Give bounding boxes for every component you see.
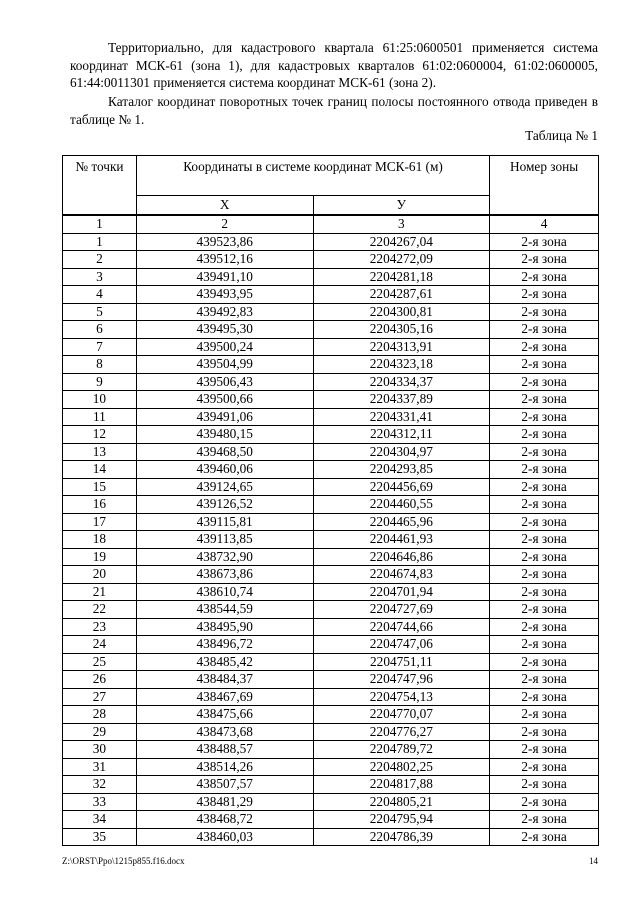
table-row <box>63 636 599 654</box>
zone-cell: 2-я зона <box>490 566 599 584</box>
point-no-cell: 27 <box>63 688 137 706</box>
y-cell: 2204789,72 <box>313 741 490 759</box>
y-cell: 2204747,96 <box>313 671 490 689</box>
point-no-cell: 25 <box>63 653 137 671</box>
table-row <box>63 653 599 671</box>
zone-cell: 2-я зона <box>490 531 599 549</box>
point-no-cell: 18 <box>63 531 137 549</box>
x-cell: 438467,69 <box>136 688 313 706</box>
header-coordinates: Координаты в системе координат МСК-61 (м) <box>136 156 489 196</box>
header-point-no: № точки <box>63 156 137 216</box>
point-no-cell: 12 <box>63 426 137 444</box>
table-row <box>63 671 599 689</box>
table-row <box>63 793 599 811</box>
x-cell: 439504,99 <box>136 356 313 374</box>
y-cell: 2204751,11 <box>313 653 490 671</box>
zone-cell: 2-я зона <box>490 653 599 671</box>
table-row <box>63 251 599 269</box>
table-row <box>63 566 599 584</box>
x-cell: 438514,26 <box>136 758 313 776</box>
y-cell: 2204805,21 <box>313 793 490 811</box>
table-row <box>63 723 599 741</box>
y-cell: 2204817,88 <box>313 776 490 794</box>
table-row <box>63 776 599 794</box>
x-cell: 438485,42 <box>136 653 313 671</box>
point-no-cell: 8 <box>63 356 137 374</box>
table-row <box>63 268 599 286</box>
zone-cell: 2-я зона <box>490 373 599 391</box>
point-no-cell: 3 <box>63 268 137 286</box>
y-cell: 2204460,55 <box>313 496 490 514</box>
column-number-row <box>63 215 599 233</box>
x-cell: 438481,29 <box>136 793 313 811</box>
zone-cell: 2-я зона <box>490 671 599 689</box>
coordinates-table <box>62 155 599 846</box>
zone-cell: 2-я зона <box>490 793 599 811</box>
point-no-cell: 33 <box>63 793 137 811</box>
point-no-cell: 28 <box>63 706 137 724</box>
zone-cell: 2-я зона <box>490 828 599 846</box>
x-cell: 439115,81 <box>136 513 313 531</box>
paragraph-coordinate-systems: Территориально, для кадастрового квартала 61:25:0600501 применяется система координат МСК-61 (зона 1), для кадастровых кварталов 61:02:0600004, 61:02:0600005, 61:44:0011301 применяется система координат МСК-61 (зона 2). <box>70 40 598 90</box>
x-cell: 439113,85 <box>136 531 313 549</box>
point-no-cell: 14 <box>63 461 137 479</box>
x-cell: 438495,90 <box>136 618 313 636</box>
y-cell: 2204461,93 <box>313 531 490 549</box>
point-no-cell: 29 <box>63 723 137 741</box>
y-cell: 2204334,37 <box>313 373 490 391</box>
x-cell: 439500,66 <box>136 391 313 409</box>
column-number-cell: 3 <box>313 215 490 233</box>
y-cell: 2204674,83 <box>313 566 490 584</box>
table-row <box>63 461 599 479</box>
zone-cell: 2-я зона <box>490 233 599 251</box>
table-row <box>63 706 599 724</box>
zone-cell: 2-я зона <box>490 303 599 321</box>
zone-cell: 2-я зона <box>490 513 599 531</box>
point-no-cell: 17 <box>63 513 137 531</box>
x-cell: 439468,50 <box>136 443 313 461</box>
point-no-cell: 24 <box>63 636 137 654</box>
zone-cell: 2-я зона <box>490 338 599 356</box>
y-cell: 2204323,18 <box>313 356 490 374</box>
x-cell: 439124,65 <box>136 478 313 496</box>
y-cell: 2204456,69 <box>313 478 490 496</box>
table-row <box>63 828 599 846</box>
y-cell: 2204305,16 <box>313 321 490 339</box>
y-cell: 2204701,94 <box>313 583 490 601</box>
table-row <box>63 391 599 409</box>
zone-cell: 2-я зона <box>490 636 599 654</box>
table-row <box>63 338 599 356</box>
point-no-cell: 5 <box>63 303 137 321</box>
point-no-cell: 7 <box>63 338 137 356</box>
y-cell: 2204747,06 <box>313 636 490 654</box>
y-cell: 2204770,07 <box>313 706 490 724</box>
x-cell: 438468,72 <box>136 811 313 829</box>
x-cell: 438475,66 <box>136 706 313 724</box>
table-row <box>63 618 599 636</box>
point-no-cell: 10 <box>63 391 137 409</box>
zone-cell: 2-я зона <box>490 811 599 829</box>
y-cell: 2204331,41 <box>313 408 490 426</box>
y-cell: 2204312,11 <box>313 426 490 444</box>
table-row <box>63 688 599 706</box>
zone-cell: 2-я зона <box>490 688 599 706</box>
y-cell: 2204776,27 <box>313 723 490 741</box>
y-cell: 2204744,66 <box>313 618 490 636</box>
zone-cell: 2-я зона <box>490 268 599 286</box>
table-row <box>63 741 599 759</box>
table-row <box>63 548 599 566</box>
x-cell: 439460,06 <box>136 461 313 479</box>
table-row <box>63 811 599 829</box>
table-row <box>63 513 599 531</box>
point-no-cell: 22 <box>63 601 137 619</box>
y-cell: 2204281,18 <box>313 268 490 286</box>
table-row <box>63 356 599 374</box>
point-no-cell: 11 <box>63 408 137 426</box>
zone-cell: 2-я зона <box>490 741 599 759</box>
point-no-cell: 26 <box>63 671 137 689</box>
x-cell: 438488,57 <box>136 741 313 759</box>
zone-cell: 2-я зона <box>490 426 599 444</box>
x-cell: 439495,30 <box>136 321 313 339</box>
header-y: У <box>313 196 490 216</box>
y-cell: 2204727,69 <box>313 601 490 619</box>
y-cell: 2204304,97 <box>313 443 490 461</box>
zone-cell: 2-я зона <box>490 496 599 514</box>
table-row <box>63 408 599 426</box>
x-cell: 438732,90 <box>136 548 313 566</box>
point-no-cell: 13 <box>63 443 137 461</box>
x-cell: 438460,03 <box>136 828 313 846</box>
x-cell: 439126,52 <box>136 496 313 514</box>
table-row <box>63 758 599 776</box>
zone-cell: 2-я зона <box>490 356 599 374</box>
zone-cell: 2-я зона <box>490 723 599 741</box>
x-cell: 438507,57 <box>136 776 313 794</box>
zone-cell: 2-я зона <box>490 601 599 619</box>
x-cell: 438484,37 <box>136 671 313 689</box>
y-cell: 2204267,04 <box>313 233 490 251</box>
table-row <box>63 373 599 391</box>
table-row <box>63 233 599 251</box>
zone-cell: 2-я зона <box>490 461 599 479</box>
zone-cell: 2-я зона <box>490 251 599 269</box>
point-no-cell: 35 <box>63 828 137 846</box>
zone-cell: 2-я зона <box>490 618 599 636</box>
point-no-cell: 30 <box>63 741 137 759</box>
zone-cell: 2-я зона <box>490 286 599 304</box>
table-caption: Таблица № 1 <box>525 128 598 143</box>
x-cell: 439493,95 <box>136 286 313 304</box>
x-cell: 438544,59 <box>136 601 313 619</box>
point-no-cell: 16 <box>63 496 137 514</box>
point-no-cell: 31 <box>63 758 137 776</box>
x-cell: 438610,74 <box>136 583 313 601</box>
y-cell: 2204300,81 <box>313 303 490 321</box>
y-cell: 2204337,89 <box>313 391 490 409</box>
zone-cell: 2-я зона <box>490 776 599 794</box>
x-cell: 439491,10 <box>136 268 313 286</box>
zone-cell: 2-я зона <box>490 758 599 776</box>
column-number-cell: 2 <box>136 215 313 233</box>
table-row <box>63 321 599 339</box>
table-row <box>63 531 599 549</box>
column-number-cell: 4 <box>490 215 599 233</box>
zone-cell: 2-я зона <box>490 321 599 339</box>
point-no-cell: 4 <box>63 286 137 304</box>
point-no-cell: 34 <box>63 811 137 829</box>
y-cell: 2204754,13 <box>313 688 490 706</box>
footer-page-number: 14 <box>589 856 598 866</box>
x-cell: 438473,68 <box>136 723 313 741</box>
y-cell: 2204802,25 <box>313 758 490 776</box>
header-zone: Номер зоны <box>490 156 599 216</box>
zone-cell: 2-я зона <box>490 548 599 566</box>
table-row <box>63 601 599 619</box>
zone-cell: 2-я зона <box>490 443 599 461</box>
footer-file-path: Z:\ORST\Ppo\1215p855.f16.docx <box>62 856 185 866</box>
paragraph-catalog-intro: Каталог координат поворотных точек границ полосы постоянного отвода приведен в таблице № 1. <box>70 94 598 127</box>
table-row <box>63 443 599 461</box>
point-no-cell: 20 <box>63 566 137 584</box>
x-cell: 439492,83 <box>136 303 313 321</box>
point-no-cell: 1 <box>63 233 137 251</box>
y-cell: 2204646,86 <box>313 548 490 566</box>
y-cell: 2204313,91 <box>313 338 490 356</box>
table-row <box>63 286 599 304</box>
table-row <box>63 303 599 321</box>
table-row <box>63 478 599 496</box>
y-cell: 2204293,85 <box>313 461 490 479</box>
x-cell: 439506,43 <box>136 373 313 391</box>
header-x: Х <box>136 196 313 216</box>
x-cell: 439512,16 <box>136 251 313 269</box>
x-cell: 439523,86 <box>136 233 313 251</box>
table-body <box>63 215 599 846</box>
point-no-cell: 21 <box>63 583 137 601</box>
y-cell: 2204795,94 <box>313 811 490 829</box>
x-cell: 438673,86 <box>136 566 313 584</box>
table-row <box>63 426 599 444</box>
zone-cell: 2-я зона <box>490 478 599 496</box>
y-cell: 2204272,09 <box>313 251 490 269</box>
x-cell: 439480,15 <box>136 426 313 444</box>
x-cell: 439500,24 <box>136 338 313 356</box>
point-no-cell: 23 <box>63 618 137 636</box>
point-no-cell: 32 <box>63 776 137 794</box>
y-cell: 2204786,39 <box>313 828 490 846</box>
y-cell: 2204465,96 <box>313 513 490 531</box>
zone-cell: 2-я зона <box>490 391 599 409</box>
zone-cell: 2-я зона <box>490 583 599 601</box>
point-no-cell: 9 <box>63 373 137 391</box>
point-no-cell: 6 <box>63 321 137 339</box>
point-no-cell: 15 <box>63 478 137 496</box>
x-cell: 438496,72 <box>136 636 313 654</box>
point-no-cell: 19 <box>63 548 137 566</box>
point-no-cell: 2 <box>63 251 137 269</box>
y-cell: 2204287,61 <box>313 286 490 304</box>
zone-cell: 2-я зона <box>490 408 599 426</box>
table-row <box>63 583 599 601</box>
zone-cell: 2-я зона <box>490 706 599 724</box>
x-cell: 439491,06 <box>136 408 313 426</box>
table-row <box>63 496 599 514</box>
column-number-cell: 1 <box>63 215 137 233</box>
